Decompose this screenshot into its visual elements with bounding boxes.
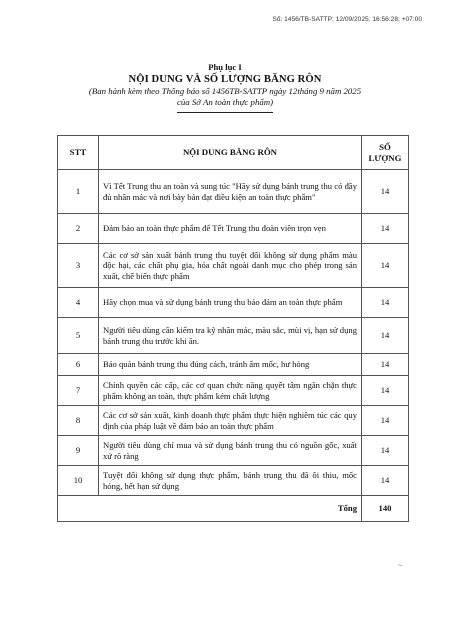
row-stt: 1 — [58, 170, 99, 214]
row-qty: 14 — [362, 436, 409, 466]
table-row — [58, 376, 409, 406]
document-subtitle-line-1: (Ban hành kèm theo Thông báo số 1456TB-SATTP ngày 12tháng 9 năm 2025 — [88, 86, 362, 96]
appendix-label: Phụ lục I — [208, 62, 242, 72]
document-title: NỘI DUNG VÀ SỐ LƯỢNG BĂNG RÔN — [128, 74, 322, 85]
table-row — [58, 288, 409, 318]
row-qty: 14 — [362, 244, 409, 288]
row-content: Các cơ sở sản xuất bánh trung thu tuyệt đối không sử dụng phẩm màu độc hại, các chất phụ gia, hóa chất ngoài danh mục cho phép trong sản xuất, chế biến thực phẩm — [99, 244, 362, 288]
table-row — [58, 170, 409, 214]
row-qty: 14 — [362, 406, 409, 436]
row-stt: 8 — [58, 406, 99, 436]
signature-mark: ~ — [398, 561, 403, 570]
row-qty: 14 — [362, 318, 409, 354]
row-content: Chính quyền các cấp, các cơ quan chức năng quyết tâm ngăn chặn thực phẩm không an toàn, thực phẩm kém chất lượng — [99, 376, 362, 406]
row-stt: 10 — [58, 466, 99, 496]
row-content: Hãy chọn mua và sử dụng bánh trung thu bảo đảm an toàn thực phẩm — [99, 288, 362, 318]
row-stt: 7 — [58, 376, 99, 406]
header-stt: STT — [58, 136, 99, 170]
banner-table — [57, 135, 409, 522]
total-label: Tổng — [58, 496, 362, 522]
row-qty: 14 — [362, 170, 409, 214]
table-header-row — [58, 136, 409, 170]
row-stt: 6 — [58, 354, 99, 376]
row-content: Người tiêu dùng cần kiểm tra kỹ nhãn mác, màu sắc, mùi vị, hạn sử dụng bánh trung thu trước khi ăn. — [99, 318, 362, 354]
row-content: Bảo quản bánh trung thu đúng cách, tránh ẩm mốc, hư hỏng — [99, 354, 362, 376]
row-qty: 14 — [362, 354, 409, 376]
row-stt: 5 — [58, 318, 99, 354]
row-stt: 9 — [58, 436, 99, 466]
row-qty: 14 — [362, 214, 409, 244]
header-qty: SỐ LƯỢNG — [362, 136, 409, 170]
row-stt: 4 — [58, 288, 99, 318]
row-stt: 2 — [58, 214, 99, 244]
row-content: Vì Tết Trung thu an toàn và sung túc "Hãy sử dụng bánh trung thu có đầy đủ nhãn mác và nơi bày bán đạt điều kiện an toàn thực phẩm" — [99, 170, 362, 214]
total-value: 140 — [362, 496, 409, 522]
table-row — [58, 406, 409, 436]
table-row — [58, 436, 409, 466]
row-stt: 3 — [58, 244, 99, 288]
document-subtitle-line-2: của Sở An toàn thực phẩm) — [176, 97, 274, 107]
row-content: Người tiêu dùng chỉ mua và sử dụng bánh trung thu có nguồn gốc, xuất xứ rõ ràng — [99, 436, 362, 466]
row-qty: 14 — [362, 376, 409, 406]
table-total-row — [58, 496, 409, 522]
row-content: Các cơ sở sản xuất, kinh doanh thực phẩm thực hiện nghiêm túc các quy định của pháp luật về đảm bảo an toàn thực phẩm — [99, 406, 362, 436]
heading-divider — [177, 112, 273, 113]
table-row — [58, 214, 409, 244]
table-row — [58, 318, 409, 354]
table-row — [58, 244, 409, 288]
row-content: Đảm bảo an toàn thực phẩm để Tết Trung thu đoàn viên trọn vẹn — [99, 214, 362, 244]
table-row — [58, 354, 409, 376]
document-heading — [0, 62, 450, 113]
header-content: NỘI DUNG BĂNG RÔN — [99, 136, 362, 170]
document-stamp: Số: 1456/TB-SATTP; 12/09/2025; 16:56:28; +07:00 — [272, 16, 422, 23]
table-row — [58, 466, 409, 496]
row-qty: 14 — [362, 466, 409, 496]
row-content: Tuyệt đối không sử dụng thực phẩm, bánh trung thu đã ôi thiu, mốc hỏng, hết hạn sử dụng — [99, 466, 362, 496]
row-qty: 14 — [362, 288, 409, 318]
